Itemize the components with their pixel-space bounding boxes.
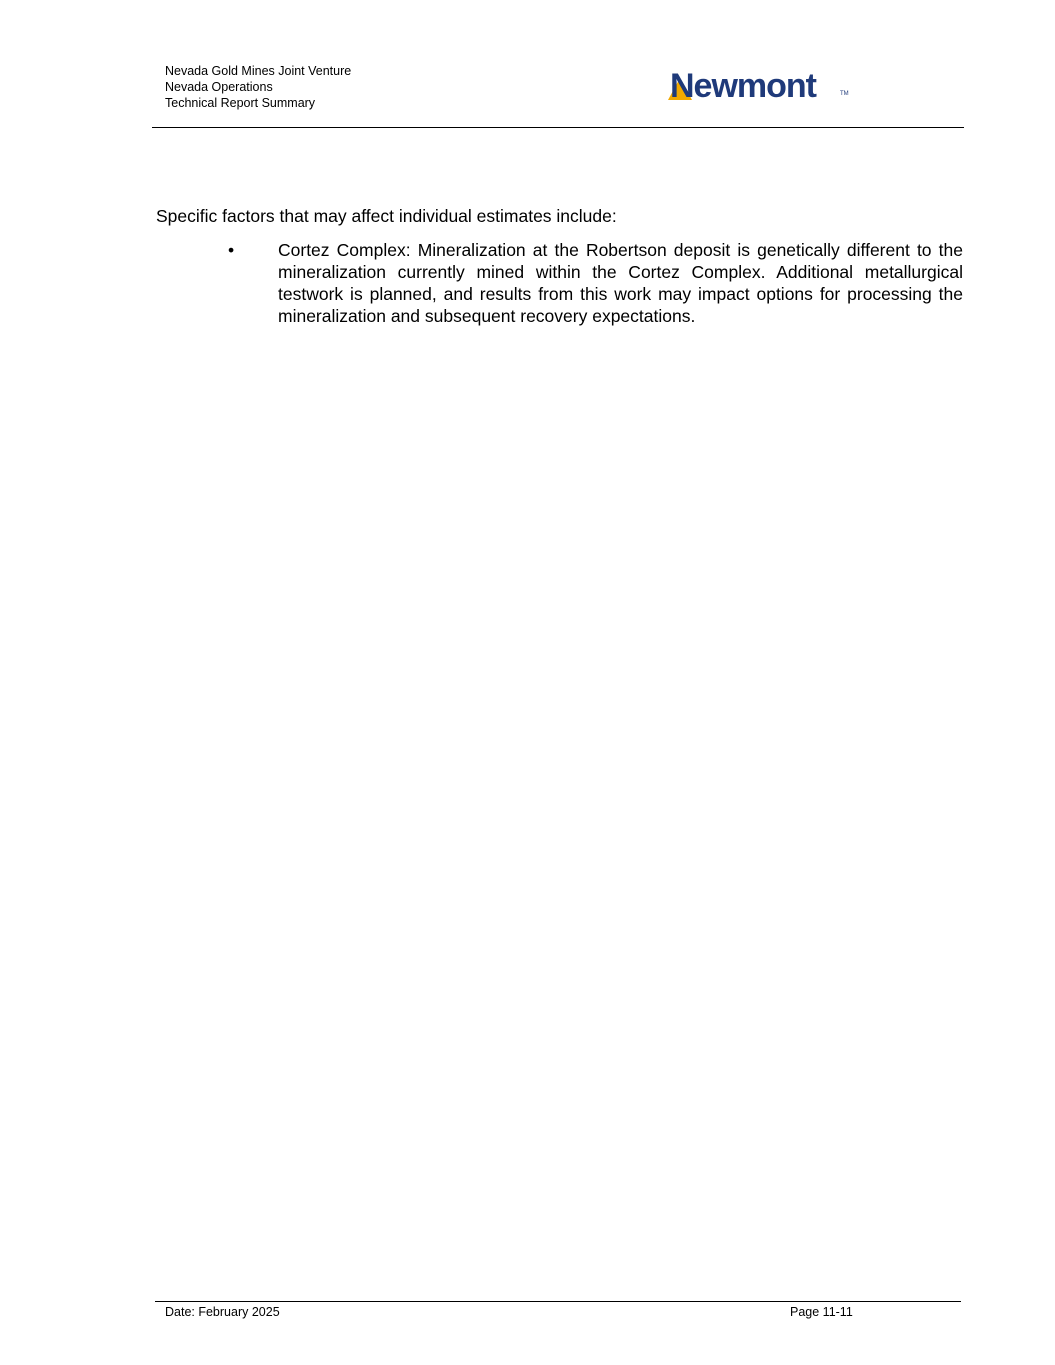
newmont-logo [668,66,858,106]
intro-paragraph: Specific factors that may affect individual estimates include: [156,206,617,226]
header-divider [152,127,964,128]
header-operation: Nevada Operations [165,80,273,94]
document-header [165,63,351,111]
header-company: Nevada Gold Mines Joint Venture [165,64,352,78]
bullet-icon: • [228,240,235,260]
logo-wordmark: Newmont [670,67,816,105]
footer-date: Date: February 2025 [165,1305,280,1319]
footer-page-number: Page 11-11 [790,1305,853,1319]
logo-trademark: TM [840,91,849,97]
list-item-text: Cortez Complex: Mineralization at the Robertson deposit is genetically different to the mineralization currently mined within the Cortez Complex. Additional metallurgical testwork is planned, and results from this work may impact options for processing the mineralization and subsequent recovery expectations. [278,240,963,326]
footer-divider [155,1301,961,1302]
header-report-type: Technical Report Summary [165,96,316,110]
